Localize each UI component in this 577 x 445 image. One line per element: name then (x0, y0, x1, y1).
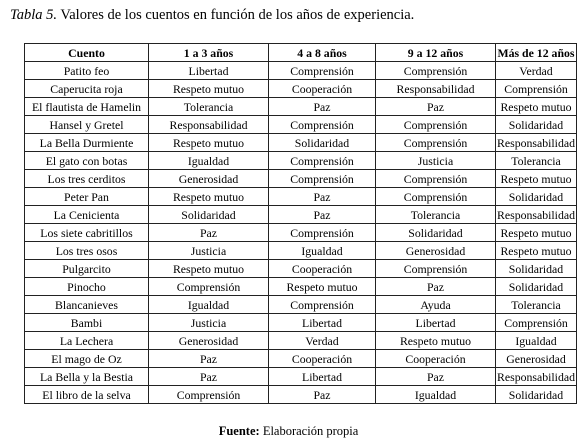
story-cell: Los siete cabritillos (25, 224, 149, 242)
column-header: 1 a 3 años (149, 44, 269, 62)
value-cell: Tolerancia (149, 98, 269, 116)
value-cell: Tolerancia (496, 152, 577, 170)
story-cell: Caperucita roja (25, 80, 149, 98)
value-cell: Cooperación (269, 350, 376, 368)
value-cell: Igualdad (149, 152, 269, 170)
value-cell: Justicia (149, 242, 269, 260)
value-cell: Generosidad (149, 170, 269, 188)
value-cell: Comprensión (496, 80, 577, 98)
value-cell: Generosidad (149, 332, 269, 350)
value-cell: Generosidad (496, 350, 577, 368)
value-cell: Cooperación (269, 80, 376, 98)
story-cell: La Bella Durmiente (25, 134, 149, 152)
table-row (25, 368, 577, 386)
table-row (25, 278, 577, 296)
value-cell: Comprensión (269, 224, 376, 242)
value-cell: Libertad (269, 314, 376, 332)
table-row (25, 98, 577, 116)
table-source (0, 424, 577, 439)
story-cell: El gato con botas (25, 152, 149, 170)
value-cell: Paz (269, 98, 376, 116)
value-cell: Igualdad (496, 332, 577, 350)
table-source-label: Fuente: (218, 424, 260, 438)
value-cell: Respeto mutuo (269, 278, 376, 296)
value-cell: Responsabilidad (497, 207, 575, 222)
value-cell: Solidaridad (376, 224, 496, 242)
table-row (25, 116, 577, 134)
table-header-row (25, 44, 577, 62)
value-cell: Justicia (149, 314, 269, 332)
value-cell: Comprensión (376, 188, 496, 206)
value-cell: Comprensión (376, 116, 496, 134)
table-row (25, 386, 577, 404)
value-cell: Paz (269, 188, 376, 206)
story-cell: El mago de Oz (25, 350, 149, 368)
value-cell: Respeto mutuo (496, 242, 577, 260)
table-row (25, 134, 577, 152)
table-caption (10, 7, 414, 24)
story-cell: Pulgarcito (25, 260, 149, 278)
table-source-text: Elaboración propia (259, 424, 359, 438)
table-row (25, 242, 577, 260)
value-cell: Comprensión (269, 170, 376, 188)
value-cell: Libertad (269, 368, 376, 386)
table-row (25, 80, 577, 98)
value-cell: Respeto mutuo (149, 260, 269, 278)
value-cell: Solidaridad (496, 188, 577, 206)
value-cell: Igualdad (269, 242, 376, 260)
story-cell: El libro de la selva (25, 386, 149, 404)
story-cell: La Lechera (25, 332, 149, 350)
table-row (25, 170, 577, 188)
value-cell: Comprensión (269, 296, 376, 314)
table-row (25, 260, 577, 278)
value-cell: Ayuda (376, 296, 496, 314)
value-cell: Responsabilidad (149, 116, 269, 134)
value-cell: Justicia (376, 152, 496, 170)
value-cell: Comprensión (376, 260, 496, 278)
value-cell: Respeto mutuo (496, 224, 577, 242)
story-cell: Hansel y Gretel (25, 116, 149, 134)
story-cell: La Cenicienta (25, 206, 149, 224)
column-header: 4 a 8 años (269, 44, 376, 62)
story-cell: Peter Pan (25, 188, 149, 206)
value-cell: Comprensión (496, 314, 577, 332)
value-cell: Paz (149, 368, 269, 386)
value-cell: Respeto mutuo (496, 98, 577, 116)
value-cell: Igualdad (376, 386, 496, 404)
value-cell: Paz (269, 386, 376, 404)
value-cell: Responsabilidad (497, 135, 575, 150)
story-cell: El flautista de Hamelin (25, 98, 149, 116)
value-cell: Cooperación (269, 260, 376, 278)
value-cell: Tolerancia (496, 296, 577, 314)
value-cell: Comprensión (269, 152, 376, 170)
values-table (24, 43, 577, 404)
story-cell: Blancanieves (25, 296, 149, 314)
value-cell: Paz (376, 278, 496, 296)
value-cell: Igualdad (149, 296, 269, 314)
value-cell: Solidaridad (269, 134, 376, 152)
value-cell: Comprensión (149, 278, 269, 296)
value-cell: Libertad (149, 62, 269, 80)
value-cell: Respeto mutuo (149, 80, 269, 98)
value-cell: Comprensión (376, 134, 496, 152)
value-cell: Respeto mutuo (149, 188, 269, 206)
table-body (25, 62, 577, 404)
table-caption-label: Tabla 5. (10, 7, 58, 23)
story-cell: Pinocho (25, 278, 149, 296)
value-cell: Paz (376, 98, 496, 116)
value-cell: Verdad (269, 332, 376, 350)
story-cell: Bambi (25, 314, 149, 332)
value-cell: Responsabilidad (376, 80, 496, 98)
value-cell: Comprensión (149, 386, 269, 404)
value-cell: Solidaridad (496, 260, 577, 278)
value-cell: Responsabilidad (497, 369, 575, 384)
table-row (25, 314, 577, 332)
value-cell: Cooperación (376, 350, 496, 368)
value-cell: Libertad (376, 314, 496, 332)
story-cell: Los tres osos (25, 242, 149, 260)
value-cell: Comprensión (376, 170, 496, 188)
table-row (25, 332, 577, 350)
table-caption-text: Valores de los cuentos en función de los años de experiencia. (57, 7, 415, 23)
table-row (25, 350, 577, 368)
table-row (25, 224, 577, 242)
value-cell: Tolerancia (376, 206, 496, 224)
value-cell: Respeto mutuo (496, 170, 577, 188)
value-cell: Solidaridad (149, 206, 269, 224)
table-row (25, 206, 577, 224)
value-cell: Paz (149, 224, 269, 242)
column-header: 9 a 12 años (376, 44, 496, 62)
value-cell: Respeto mutuo (376, 332, 496, 350)
value-cell: Solidaridad (496, 278, 577, 296)
value-cell: Paz (269, 206, 376, 224)
story-cell: Los tres cerditos (25, 170, 149, 188)
value-cell: Comprensión (269, 62, 376, 80)
value-cell: Paz (376, 368, 496, 386)
story-cell: La Bella y la Bestia (25, 368, 149, 386)
story-cell: Patito feo (25, 62, 149, 80)
value-cell: Paz (149, 350, 269, 368)
value-cell: Verdad (496, 62, 577, 80)
value-cell: Solidaridad (496, 386, 577, 404)
column-header: Más de 12 años (497, 45, 575, 60)
value-cell: Solidaridad (496, 116, 577, 134)
value-cell: Respeto mutuo (149, 134, 269, 152)
table-row (25, 188, 577, 206)
table-row (25, 62, 577, 80)
value-cell: Generosidad (376, 242, 496, 260)
table-row (25, 152, 577, 170)
table-row (25, 296, 577, 314)
value-cell: Comprensión (376, 62, 496, 80)
value-cell: Comprensión (269, 116, 376, 134)
column-header: Cuento (25, 44, 149, 62)
